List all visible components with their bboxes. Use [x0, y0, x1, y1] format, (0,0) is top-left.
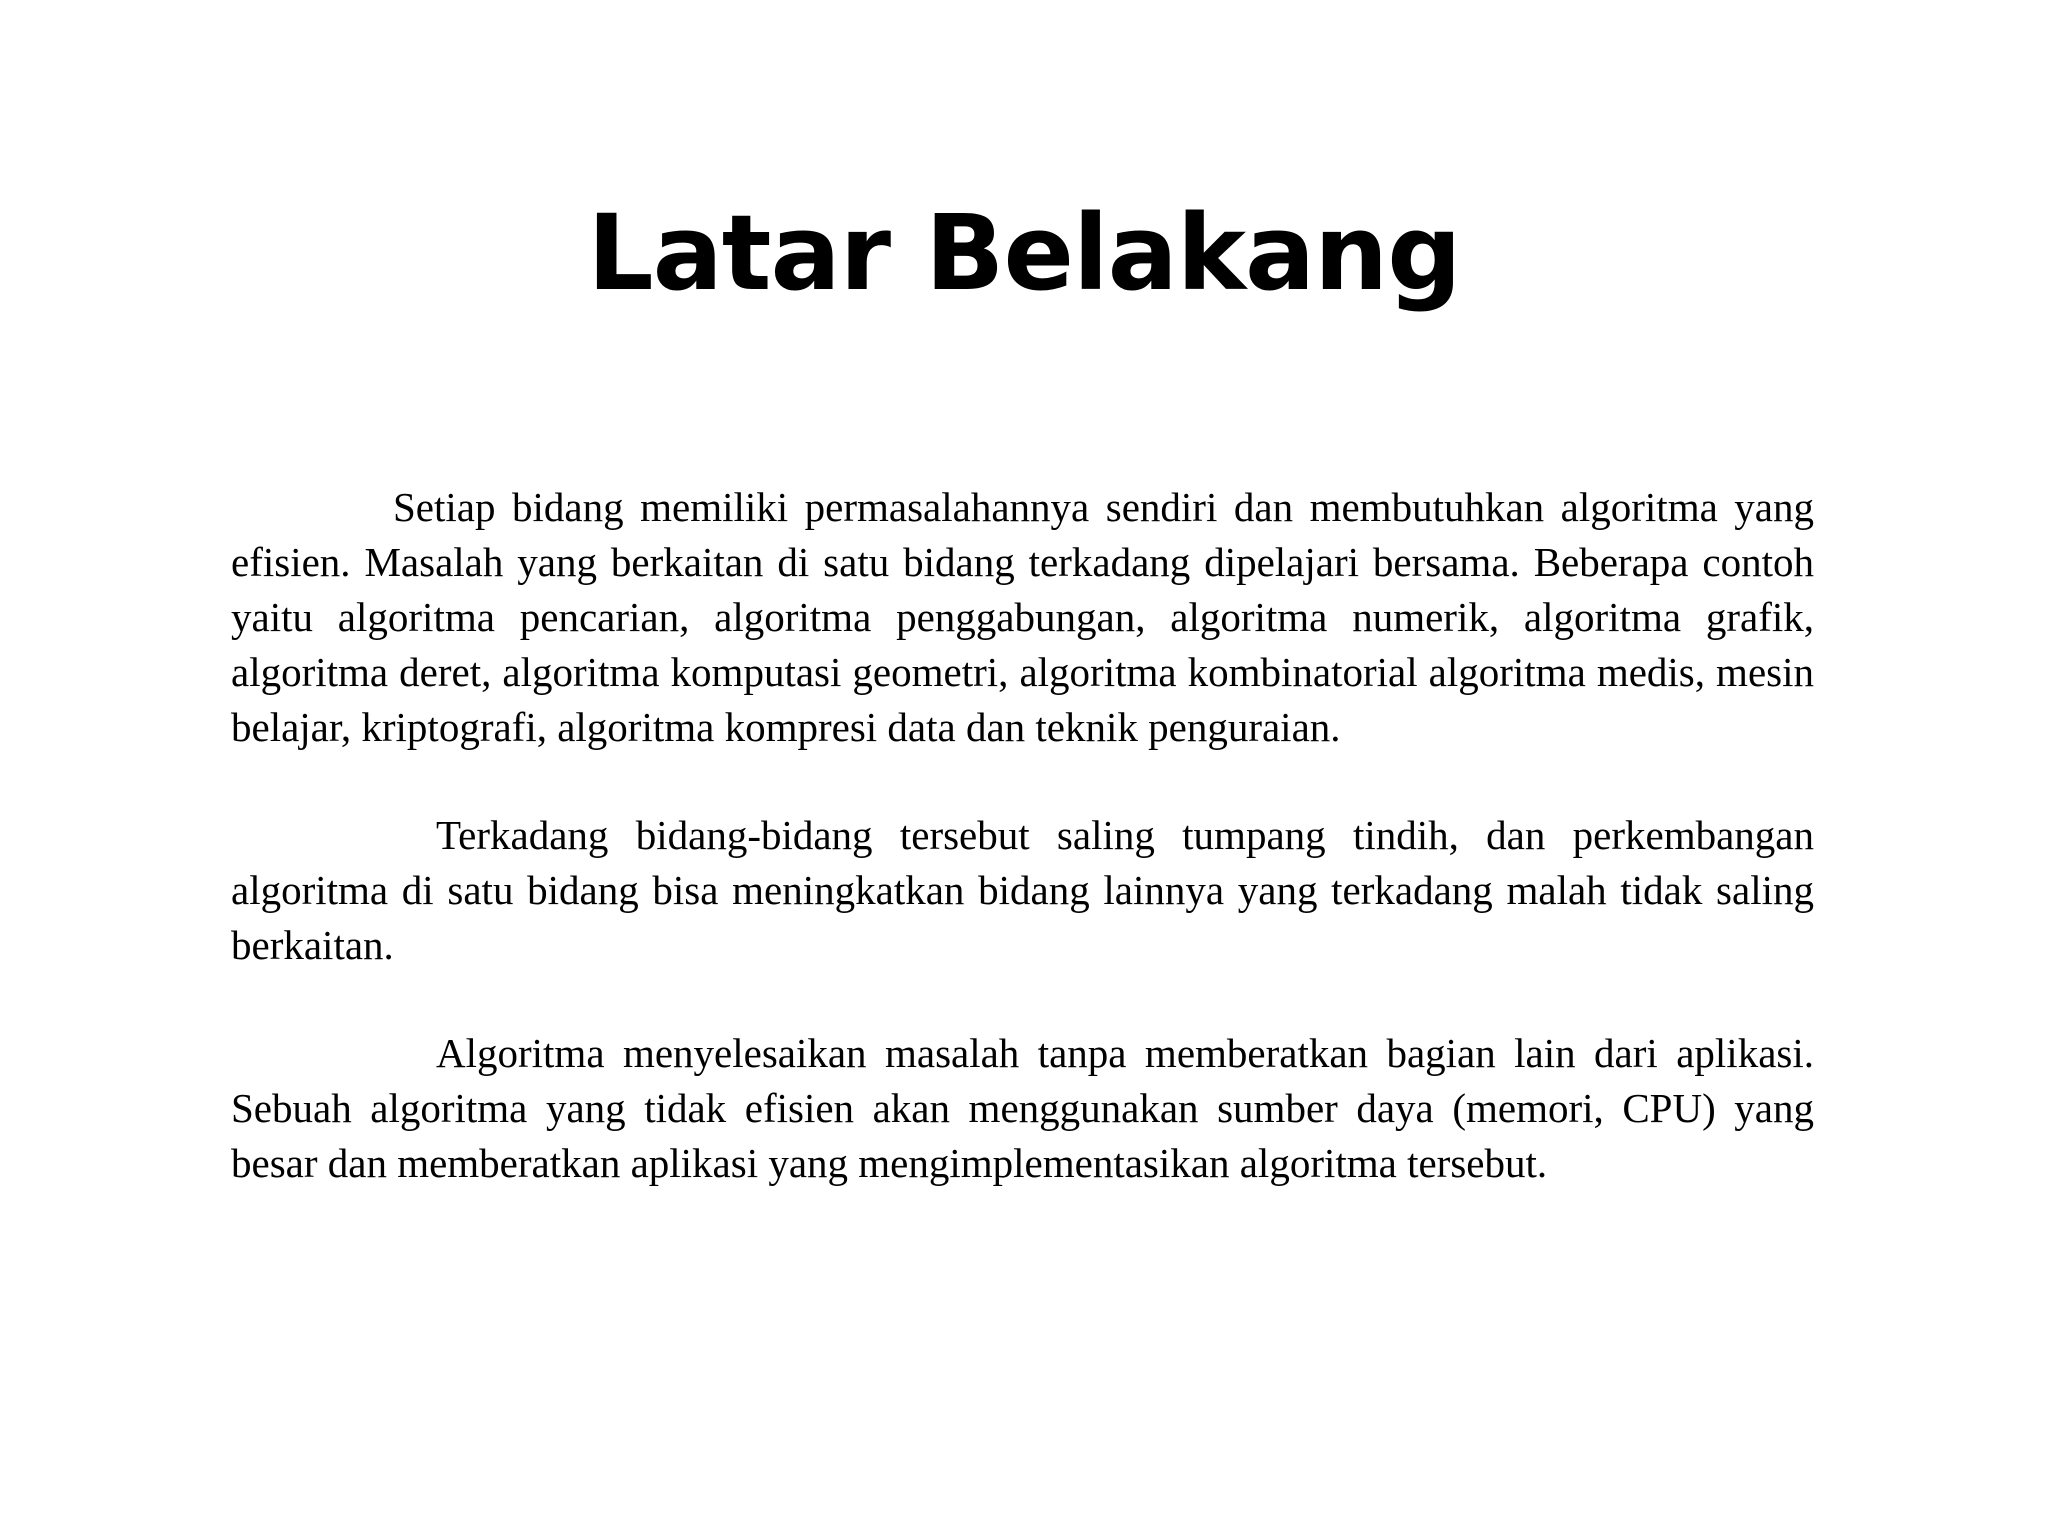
- slide-body: [231, 480, 1814, 1191]
- slide-title: Latar Belakang: [587, 192, 1461, 314]
- paragraph-1: Setiap bidang memiliki permasalahannya sendiri dan membutuhkan algoritma yang efisien. Masalah yang berkaitan di satu bidang terkadang dipelajari bersama. Beberapa contoh yaitu algoritma pencarian, algoritma penggabungan, algoritma numerik, algoritma grafik, algoritma deret, algoritma komputasi geometri, algoritma kombinatorial algoritma medis, mesin belajar, kriptografi, algoritma kompresi data dan teknik penguraian.: [231, 484, 1814, 750]
- paragraph-2: Terkadang bidang-bidang tersebut saling tumpang tindih, dan perkembangan algoritma di satu bidang bisa meningkatkan bidang lainnya yang terkadang malah tidak saling berkaitan.: [231, 812, 1814, 968]
- paragraph-3: Algoritma menyelesaikan masalah tanpa memberatkan bagian lain dari aplikasi. Sebuah algoritma yang tidak efisien akan menggunakan sumber daya (memori, CPU) yang besar dan memberatkan aplikasi yang mengimplementasikan algoritma tersebut.: [231, 1030, 1814, 1186]
